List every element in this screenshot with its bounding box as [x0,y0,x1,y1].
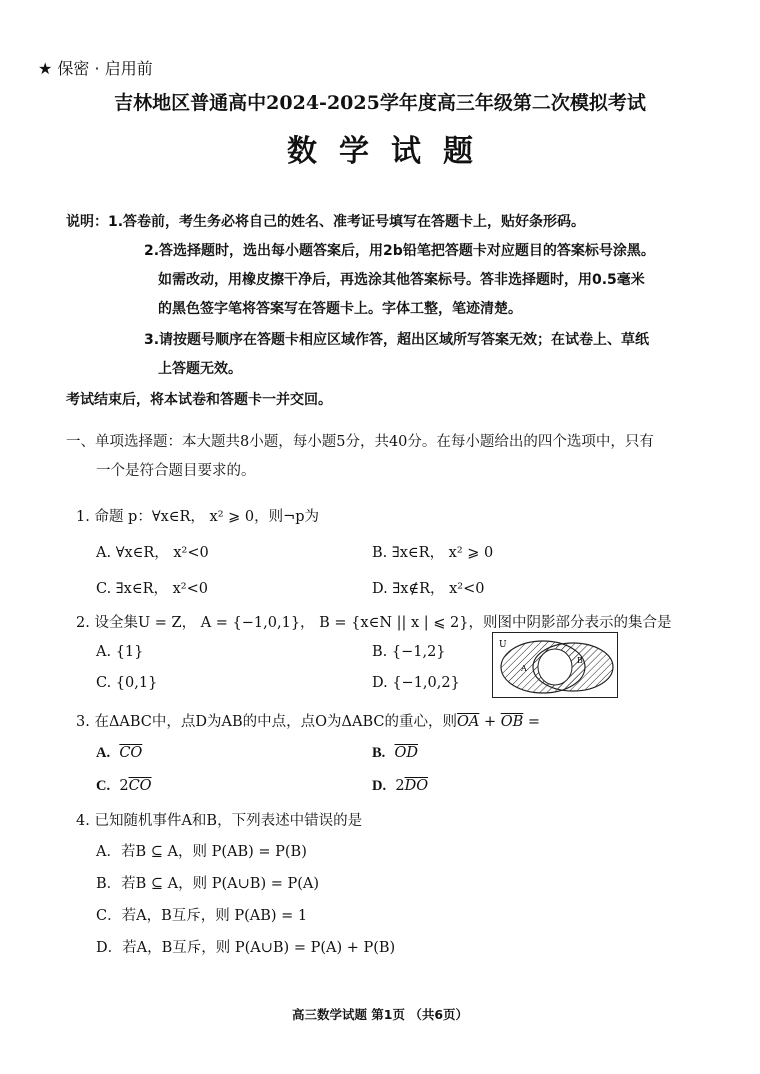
note-3a: 3.请按题号顺序在答题卡相应区域作答，超出区域所写答案无效；在试卷上、草纸 [144,332,650,348]
question-1-option-b: B. ∃x∈R， x² ⩾ 0 [372,545,494,561]
section-heading-cont: 一个是符合题目要求的。 [96,463,256,479]
venn-diagram [492,632,618,698]
page-footer: 高三数学试题 第1页 （共6页） [291,1007,469,1022]
venn-label-a: A [521,664,527,673]
question-2-option-d: D. {−1,0,2} [372,675,460,691]
question-3-option-d [372,778,428,795]
question-2-stem: 2. 设全集U = Z， A = {−1,0,1}， B = {x∈N || x | ⩽ 2}，则图中阴影部分表示的集合是 [76,615,672,631]
question-1-option-a: A. ∀x∈R， x²<0 [96,545,209,561]
option-label: D. [372,778,387,794]
question-1-stem: 1. 命题 p：∀x∈R， x² ⩾ 0，则¬p为 [76,509,320,525]
exam-title: 吉林地区普通高中2024-2025学年度高三年级第二次模拟考试 [114,92,646,114]
equals-sign: = [523,714,541,730]
subject-title: 数学试题 [287,134,495,169]
question-3-option-c [96,778,152,795]
question-4-option-d: D．若A，B互斥，则 P(A∪B) = P(A) + P(B) [96,940,396,956]
section-heading: 一、单项选择题：本大题共8小题，每小题5分，共40分。在每小题给出的四个选项中，只有 [66,434,654,450]
question-3-option-a [96,745,142,762]
venn-svg [493,633,617,697]
vector-co: $\overline{CO}$ [128,778,152,794]
option-label: B. [372,745,386,761]
note-2b: 如需改动，用橡皮擦干净后，再选涂其他答案标号。答非选择题时，用0.5毫米 [158,272,645,288]
question-3-stem-text: 3. 在ΔABC中，点D为AB的中点，点O为ΔABC的重心，则 [76,714,458,730]
coefficient: 2 [395,778,405,794]
vector-od: $\overline{OD}$ [394,745,419,761]
vector-oa: $\overline{OA}$ [457,714,480,730]
question-2-option-b: B. {−1,2} [372,644,446,660]
question-4-option-c: C．若A，B互斥，则 P(AB) = 1 [96,908,308,924]
question-3-stem [76,710,540,731]
vector-do: $\overline{DO}$ [404,778,429,794]
coefficient: 2 [119,778,129,794]
confidential-mark: ★ 保密 · 启用前 [38,59,153,78]
vector-co: $\overline{CO}$ [119,745,143,761]
question-4-option-b: B．若B ⊆ A，则 P(A∪B) = P(A) [96,876,320,892]
question-1-option-c: C. ∃x∈R， x²<0 [96,581,208,597]
note-2c: 的黑色签字笔将答案写在答题卡上。字体工整，笔迹清楚。 [158,301,522,317]
plus-sign: + [479,714,501,730]
note-3b: 上答题无效。 [158,361,242,377]
question-1-option-d: D. ∃x∉R， x²<0 [372,581,485,597]
venn-label-u: U [499,640,507,650]
option-label: C. [96,778,111,794]
question-3-option-b [372,745,418,762]
venn-intersection [538,649,572,685]
venn-label-b: B [577,656,583,665]
option-label: A. [96,745,111,761]
question-2-option-c: C. {0,1} [96,675,158,691]
note-1: 说明：1.答卷前，考生务必将自己的姓名、准考证号填写在答题卡上，贴好条形码。 [66,214,586,230]
question-2-option-a: A. {1} [96,644,144,660]
vector-ob: $\overline{OB}$ [500,714,524,730]
question-4-option-a: A．若B ⊆ A，则 P(AB) = P(B) [96,844,307,860]
note-end: 考试结束后，将本试卷和答题卡一并交回。 [66,392,332,408]
question-4-stem: 4. 已知随机事件A和B，下列表述中错误的是 [76,813,363,829]
note-2a: 2.答选择题时，选出每小题答案后，用2b铅笔把答题卡对应题目的答案标号涂黑。 [144,243,655,259]
